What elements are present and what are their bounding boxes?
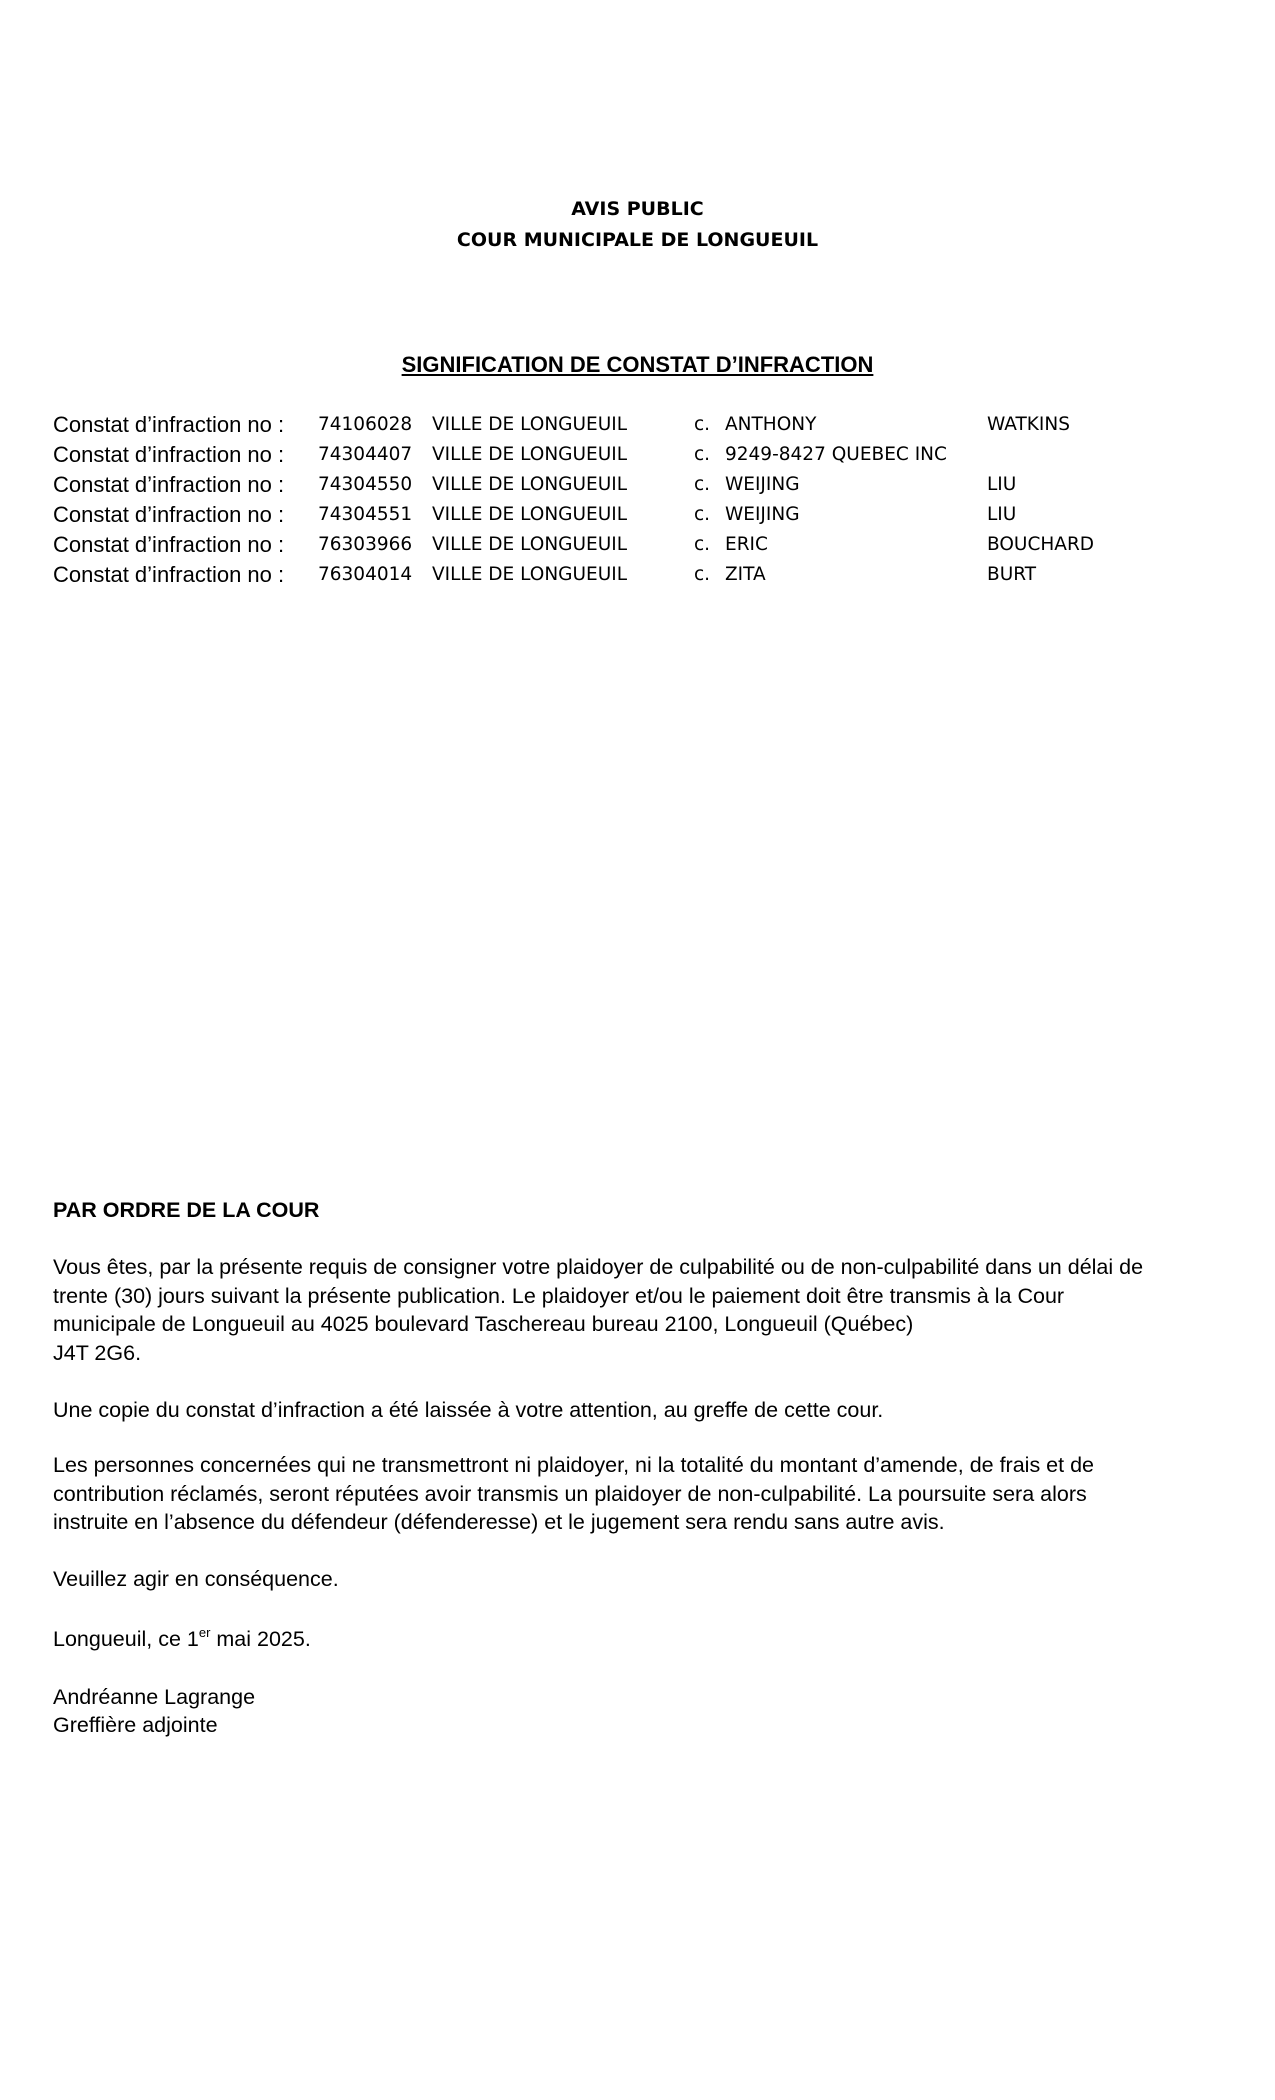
header-court-name: COUR MUNICIPALE DE LONGUEUIL <box>456 229 819 251</box>
prosecutor: VILLE DE LONGUEUIL <box>432 414 628 435</box>
infraction-label: Constat d’infraction no : <box>53 532 285 557</box>
prosecutor: VILLE DE LONGUEUIL <box>432 564 628 585</box>
infraction-list <box>53 410 1233 590</box>
signatory-name: Andréanne Lagrange <box>53 1685 256 1709</box>
infraction-label: Constat d’infraction no : <box>53 412 285 437</box>
defendant-first-name: ZITA <box>725 564 766 585</box>
defendant-last-name: BOUCHARD <box>987 534 1095 555</box>
date-suffix: mai 2025. <box>210 1627 311 1651</box>
section-title: SIGNIFICATION DE CONSTAT D’INFRACTION <box>401 352 874 377</box>
infraction-row <box>53 470 1233 500</box>
versus: c. <box>694 504 711 525</box>
paragraph-line: J4T 2G6. <box>53 1340 142 1365</box>
versus: c. <box>694 534 711 555</box>
defendant-last-name: LIU <box>987 504 1017 525</box>
date-prefix: Longueuil, ce 1 <box>53 1627 199 1651</box>
header-notice-title: AVIS PUBLIC <box>571 198 704 220</box>
paragraph-line: municipale de Longueuil au 4025 boulevard Taschereau bureau 2100, Longueuil (Québec) <box>53 1312 914 1336</box>
infraction-row <box>53 440 1233 470</box>
plea-instructions-paragraph <box>53 1253 1228 1367</box>
versus: c. <box>694 564 711 585</box>
versus: c. <box>694 444 711 465</box>
default-plea-paragraph <box>53 1451 1228 1537</box>
date-superscript: er <box>198 1625 211 1640</box>
prosecutor: VILLE DE LONGUEUIL <box>432 474 628 495</box>
date-line <box>53 1625 1228 1654</box>
infraction-label: Constat d’infraction no : <box>53 502 285 527</box>
signatory-title: Greffière adjointe <box>53 1713 218 1737</box>
prosecutor: VILLE DE LONGUEUIL <box>432 444 628 465</box>
infraction-row <box>53 500 1233 530</box>
defendant-first-name: 9249-8427 QUEBEC INC <box>725 444 947 465</box>
paragraph-line: Vous êtes, par la présente requis de consigner votre plaidoyer de culpabilité ou de non-culpabilité dans un délai de <box>53 1255 1144 1279</box>
defendant-last-name: BURT <box>987 564 1037 585</box>
defendant-first-name: ERIC <box>725 534 768 555</box>
paragraph-line: instruite en l’absence du défendeur (défenderesse) et le jugement sera rendu sans autre avis. <box>53 1510 945 1534</box>
infraction-number: 74304407 <box>318 444 413 465</box>
defendant-first-name: WEIJING <box>725 474 800 495</box>
prosecutor: VILLE DE LONGUEUIL <box>432 534 628 555</box>
infraction-number: 74304551 <box>318 504 413 525</box>
court-order-title: PAR ORDRE DE LA COUR <box>53 1198 320 1222</box>
paragraph-line: Les personnes concernées qui ne transmettront ni plaidoyer, ni la totalité du montant d’amende, de frais et de <box>53 1453 1094 1477</box>
closing-instruction: Veuillez agir en conséquence. <box>53 1567 339 1591</box>
paragraph-line: contribution réclamés, seront réputées avoir transmis un plaidoyer de non-culpabilité. La poursuite sera alors <box>53 1481 1087 1506</box>
infraction-label: Constat d’infraction no : <box>53 472 285 497</box>
infraction-label: Constat d’infraction no : <box>53 562 285 587</box>
copy-notice-paragraph: Une copie du constat d’infraction a été laissée à votre attention, au greffe de cette cour. <box>53 1398 884 1422</box>
paragraph-line: trente (30) jours suivant la présente publication. Le plaidoyer et/ou le paiement doit être transmis à la Cour <box>53 1283 1065 1308</box>
infraction-number: 76304014 <box>318 564 413 585</box>
infraction-row <box>53 560 1233 590</box>
prosecutor: VILLE DE LONGUEUIL <box>432 504 628 525</box>
versus: c. <box>694 414 711 435</box>
defendant-last-name: WATKINS <box>987 414 1070 435</box>
infraction-number: 74304550 <box>318 474 413 495</box>
infraction-number: 76303966 <box>318 534 413 555</box>
defendant-first-name: WEIJING <box>725 504 800 525</box>
infraction-label: Constat d’infraction no : <box>53 442 285 467</box>
defendant-first-name: ANTHONY <box>725 414 817 435</box>
infraction-row <box>53 410 1233 440</box>
versus: c. <box>694 474 711 495</box>
infraction-row <box>53 530 1233 560</box>
infraction-number: 74106028 <box>318 414 413 435</box>
defendant-last-name: LIU <box>987 474 1017 495</box>
